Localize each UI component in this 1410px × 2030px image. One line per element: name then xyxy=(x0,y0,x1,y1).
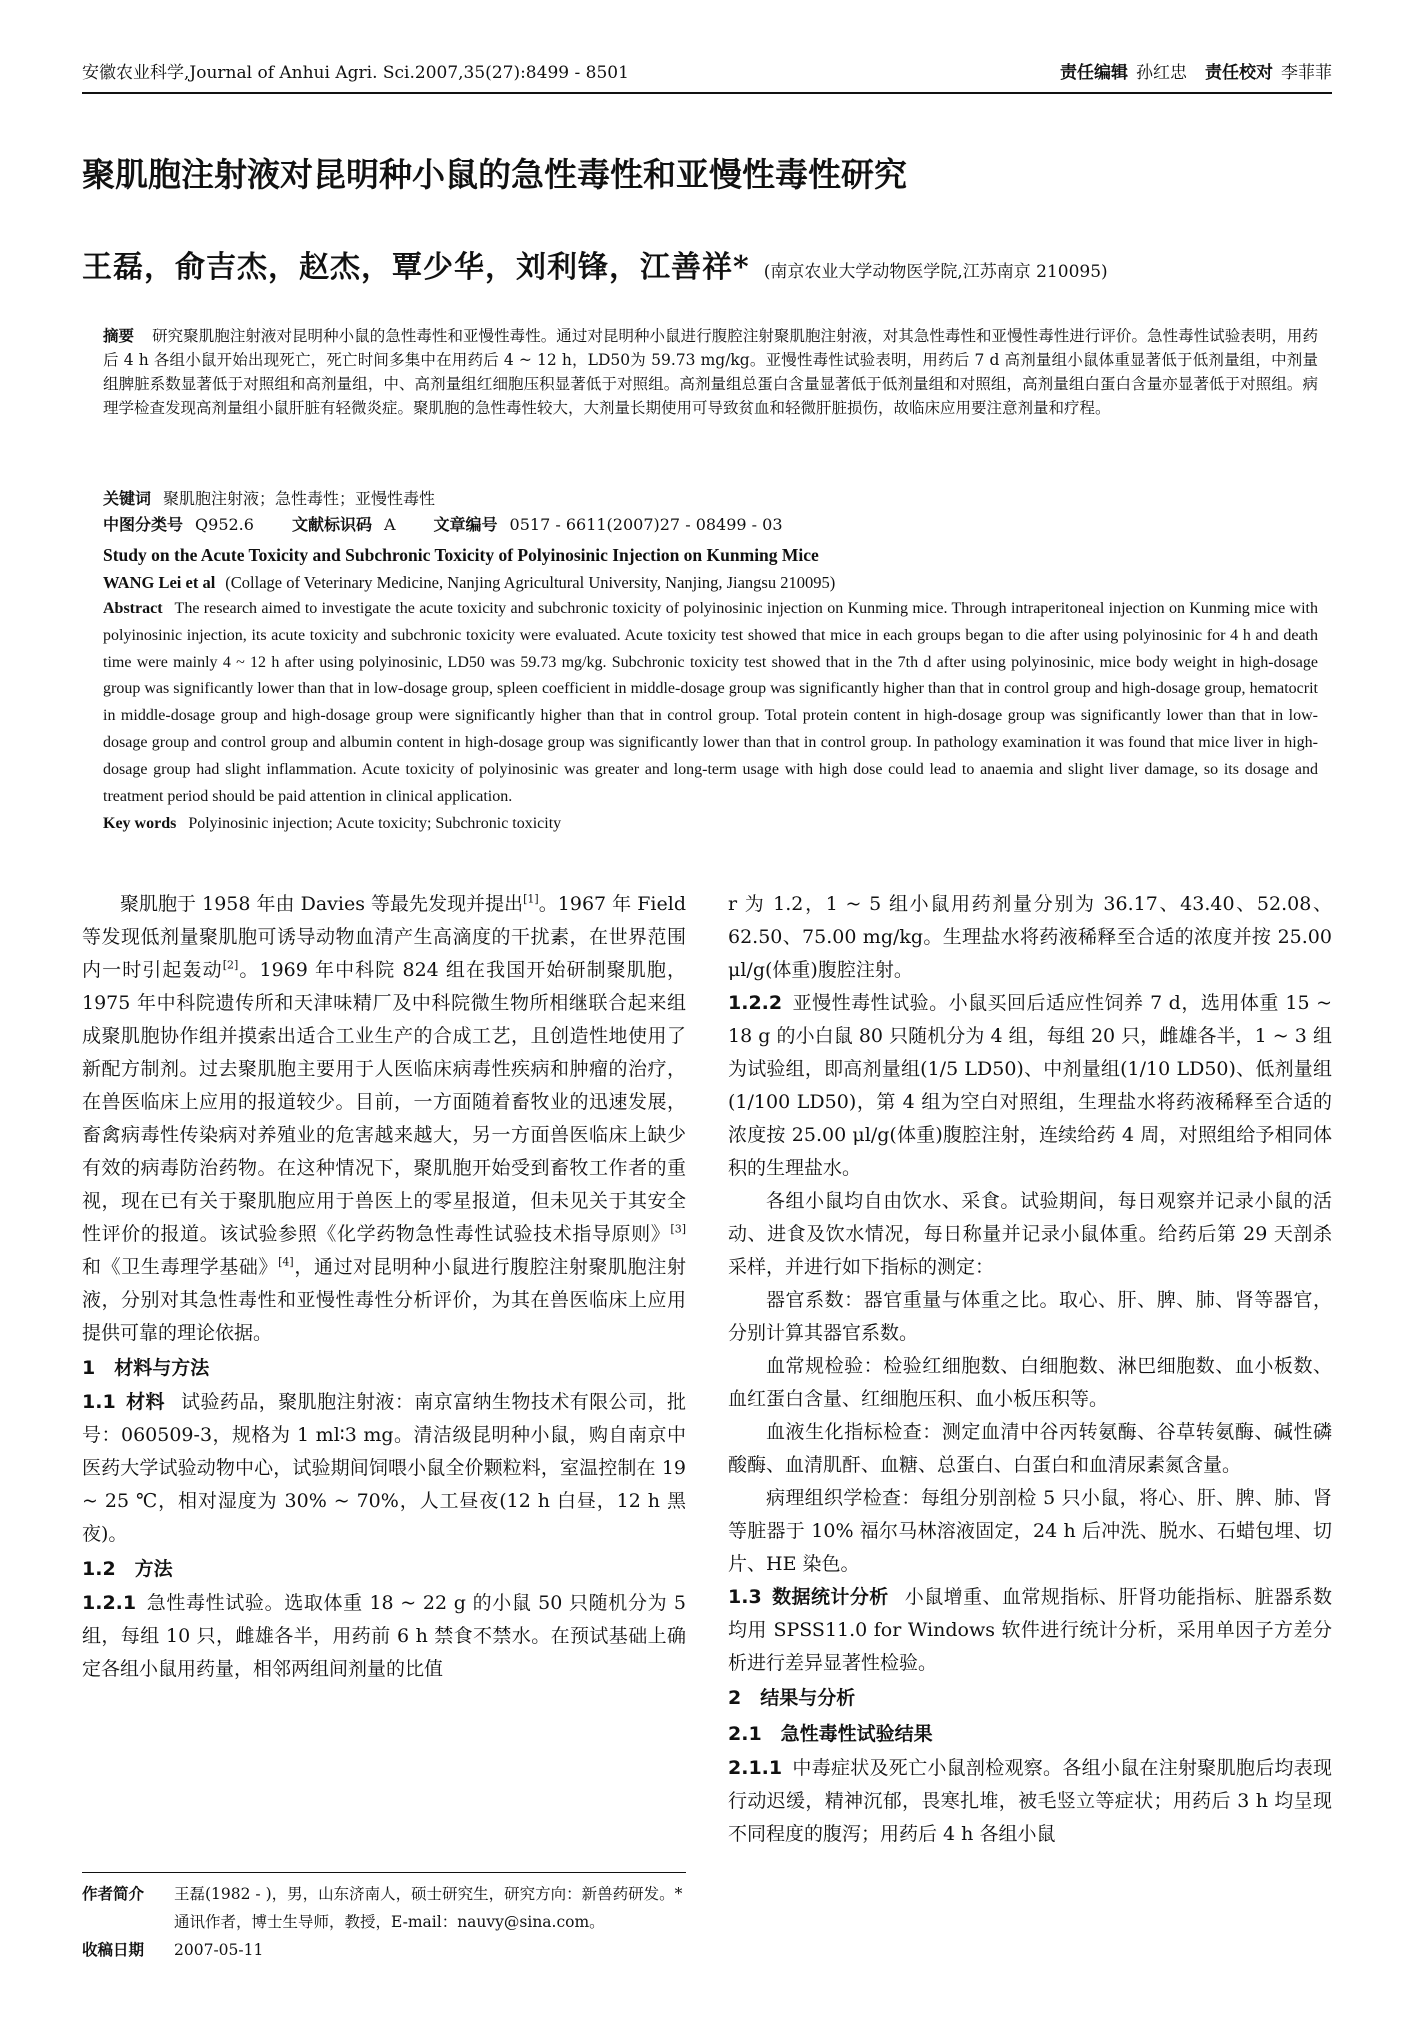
footnote xyxy=(82,1880,686,1964)
proof-name: 李菲菲 xyxy=(1281,63,1332,83)
observation-paragraph: 各组小鼠均自由饮水、采食。试验期间，每日观察并记录小鼠的活动、进食及饮水情况，每日称量并记录小鼠体重。给药后第 29 天剖杀采样，并进行如下指标的测定： xyxy=(728,1190,1332,1278)
editor-label: 责任编辑 xyxy=(1060,63,1128,83)
author-names: 王磊，俞吉杰，赵杰，覃少华，刘利锋，江善祥* xyxy=(82,250,750,285)
proof-label: 责任校对 xyxy=(1205,63,1273,83)
doc-code-label: 文献标识码 xyxy=(291,515,372,534)
section-1-2-2: 1.2.2 亚慢性毒性试验。小鼠买回后适应性饲养 7 d，选用体重 15 ~ 18 g 的小白鼠 80 只随机分为 4 组，每组 20 只，雌雄各半，1 ~ 3 组为试验组，即高剂量组(1/5 LD50)、中剂量组(1/10 LD50)、低剂量组(1/100 LD50)，第 4 组为空白对照组，生理盐水将药液稀释至合适的浓度按 25.00 μl/g(体重)腹腔注射，连续给药 4 周，对照组给予相同体积的生理盐水。 xyxy=(728,992,1332,1179)
header-rule xyxy=(82,92,1332,94)
biochemistry-paragraph: 血液生化指标检查：测定血清中谷丙转氨酶、谷草转氨酶、碱性磷酸酶、血清肌酐、血糖、总蛋白、白蛋白和血清尿素氮含量。 xyxy=(728,1421,1332,1476)
english-author: WANG Lei et al xyxy=(103,573,216,592)
doc-code-value: A xyxy=(383,515,396,534)
english-affiliation: (Collage of Veterinary Medicine, Nanjing Agricultural University, Nanjing, Jiangsu 210095) xyxy=(225,573,836,592)
dose-paragraph: r 为 1.2，1 ~ 5 组小鼠用药剂量分别为 36.17、43.40、52.08、62.50、75.00 mg/kg。生理盐水将药液稀释至合适的浓度并按 25.00 μl/g(体重)腹腔注射。 xyxy=(728,893,1332,981)
intro-paragraph: 聚肌胞于 1958 年由 Davies 等最先发现并提出[1]。1967 年 Field 等发现低剂量聚肌胞可诱导动物血清产生高滴度的干扰素，在世界范围内一时引起轰动[2]。1969 年中科院 824 组在我国开始研制聚肌胞，1975 年中科院遗传所和天津味精厂及中科院微生物所相继联合起来组成聚肌胞协作组并摸索出适合工业生产的合成工艺，且创造性地使用了新配方制剂。过去聚肌胞主要用于人医临床病毒性疾病和肿瘤的治疗，在兽医临床上应用的报道较少。目前，一方面随着畜牧业的迅速发展，畜禽病毒性传染病对养殖业的危害越来越大，另一方面兽医临床上缺少有效的病毒防治药物。在这种情况下，聚肌胞开始受到畜牧工作者的重视，现在已有关于聚肌胞应用于兽医上的零星报道，但未见关于其安全性评价的报道。该试验参照《化学药物急性毒性试验技术指导原则》[3]和《卫生毒理学基础》[4]，通过对昆明种小鼠进行腹腔注射聚肌胞注射液，分别对其急性毒性和亚慢性毒性分析评价，为其在兽医临床上应用提供可靠的理论依据。 xyxy=(82,892,686,1344)
section-2-heading: 2 结果与分析 xyxy=(728,1687,856,1709)
bio-label: 作者简介 xyxy=(82,1885,145,1903)
pathology-paragraph: 病理组织学检查：每组分别剖检 5 只小鼠，将心、肝、脾、肺、肾等脏器于 10% 福尔马林溶液固定，24 h 后冲洗、脱水、石蜡包埋、切片、HE 染色。 xyxy=(728,1487,1332,1575)
english-abstract xyxy=(103,596,1318,810)
section-1-heading: 1 材料与方法 xyxy=(82,1357,210,1379)
editor-name: 孙红忠 xyxy=(1136,63,1187,83)
date-value: 2007-05-11 xyxy=(174,1941,264,1959)
section-2-1-heading: 2.1 急性毒性试验结果 xyxy=(728,1723,933,1745)
section-1-1: 1.1 材料 试验药品，聚肌胞注射液：南京富纳生物技术有限公司，批号：060509-3，规格为 1 ml∶3 mg。清洁级昆明种小鼠，购自南京中医药大学试验动物中心，试验期间饲喂小鼠全价颗粒料，室温控制在 19 ~ 25 ℃，相对湿度为 30% ~ 70%，人工昼夜(12 h 白昼，12 h 黑夜)。 xyxy=(82,1391,686,1545)
section-1-3: 1.3 数据统计分析 小鼠增重、血常规指标、肝肾功能指标、脏器系数均用 SPSS11.0 for Windows 软件进行统计分析，采用单因子方差分析进行差异显著性检验。 xyxy=(728,1586,1332,1674)
body-column-left xyxy=(82,888,686,1686)
citation-3[interactable]: [3] xyxy=(670,1222,686,1236)
author-affiliation: (南京农业大学动物医学院,江苏南京 210095) xyxy=(763,262,1108,282)
abstract-label: 摘要 xyxy=(103,327,135,345)
author-bio xyxy=(82,1880,686,1936)
section-1-2-heading: 1.2 方法 xyxy=(82,1558,173,1580)
journal-citation: 安徽农业科学,Journal of Anhui Agri. Sci.2007,35(27):8499 - 8501 xyxy=(82,63,629,83)
article-number-label: 文章编号 xyxy=(433,515,498,534)
organ-coefficient-paragraph: 器官系数：器官重量与体重之比。取心、肝、脾、肺、肾等器官，分别计算其器官系数。 xyxy=(728,1289,1332,1344)
citation-1[interactable]: [1] xyxy=(523,892,539,906)
clc-label: 中图分类号 xyxy=(103,515,184,534)
received-date xyxy=(82,1936,686,1964)
english-abstract-text: The research aimed to investigate the acute toxicity and subchronic toxicity of polyinosinic injection on Kunming mice. Through intraperitoneal injection on Kunming mice with polyinosinic injection, its acute toxicity and subchronic toxicity were evaluated. Acute toxicity test showed that mice in each groups began to die after using polyinosinic for 4 h and death time were mainly 4 ~ 12 h after using polyinosinic, LD50 was 59.73 mg/kg. Subchronic toxicity test showed that in the 7th d after using polyinosinic, mice body weight in high-dosage group was significantly lower than that in low-dosage group, spleen coefficient in middle-dosage group was significantly higher than that in control group and high-dosage group, hematocrit in middle-dosage group and high-dosage group were significantly higher than that in control group. Total protein content in high-dosage group was significantly lower than that in low-dosage group and control group and albumin content in high-dosage group was significantly lower than that in control group. In pathology examination it was found that mice liver in high-dosage group had slight inflammation. Acute toxicity of polyinosinic was greater and long-term usage with high dose could lead to anaemia and slight liver damage, so its dosage and treatment period should be paid attention in clinical application. xyxy=(103,600,1318,805)
english-abstract-block xyxy=(103,542,1318,837)
english-keywords-label: Key words xyxy=(103,815,177,833)
editor-credits xyxy=(1060,56,1332,90)
bio-text: 王磊(1982 - )，男，山东济南人，硕士研究生，研究方向：新兽药研发。*通讯作者，博士生导师，教授，E-mail：nauvy@sina.com。 xyxy=(174,1885,683,1931)
english-keywords xyxy=(103,810,1318,837)
classification-line xyxy=(103,512,1318,538)
running-header xyxy=(82,56,1332,90)
section-1-2-1: 1.2.1 急性毒性试验。选取体重 18 ~ 22 g 的小鼠 50 只随机分为 5 组，每组 10 只，雌雄各半，用药前 6 h 禁食不禁水。在预试基础上确定各组小鼠用药量，相邻两组间剂量的比值 xyxy=(82,1592,686,1680)
keywords-and-classification xyxy=(103,486,1318,538)
article-number-value: 0517 - 6611(2007)27 - 08499 - 03 xyxy=(509,515,783,534)
date-label: 收稿日期 xyxy=(82,1941,145,1959)
clc-value: Q952.6 xyxy=(195,515,254,534)
english-keywords-text: Polyinosinic injection; Acute toxicity; Subchronic toxicity xyxy=(188,815,562,833)
citation-2[interactable]: [2] xyxy=(222,958,239,972)
keywords-label: 关键词 xyxy=(103,489,152,508)
keywords-text: 聚肌胞注射液；急性毒性；亚慢性毒性 xyxy=(163,489,436,508)
english-title: Study on the Acute Toxicity and Subchronic Toxicity of Polyinosinic Injection on Kunming Mice xyxy=(103,545,819,565)
author-line xyxy=(82,242,1332,294)
abstract-chinese xyxy=(103,324,1318,420)
footnote-rule xyxy=(82,1872,686,1873)
paper-title: 聚肌胞注射液对昆明种小鼠的急性毒性和亚慢性毒性研究 xyxy=(82,155,907,194)
english-author-line xyxy=(103,569,1318,596)
keywords-chinese xyxy=(103,486,1318,512)
blood-routine-paragraph: 血常规检验：检验红细胞数、白细胞数、淋巴细胞数、血小板数、血红蛋白含量、红细胞压积、血小板压积等。 xyxy=(728,1355,1332,1410)
section-2-1-1: 2.1.1 中毒症状及死亡小鼠剖检观察。各组小鼠在注射聚肌胞后均表现行动迟缓，精神沉郁，畏寒扎堆，被毛竖立等症状；用药后 3 h 均呈现不同程度的腹泻；用药后 4 h 各组小鼠 xyxy=(728,1757,1332,1845)
english-abstract-label: Abstract xyxy=(103,600,163,617)
citation-4[interactable]: [4] xyxy=(278,1255,294,1269)
abstract-text: 研究聚肌胞注射液对昆明种小鼠的急性毒性和亚慢性毒性。通过对昆明种小鼠进行腹腔注射聚肌胞注射液，对其急性毒性和亚慢性毒性进行评价。急性毒性试验表明，用药后 4 h 各组小鼠开始出现死亡，死亡时间多集中在用药后 4 ~ 12 h，LD50为 59.73 mg/kg。亚慢性毒性试验表明，用药后 7 d 高剂量组小鼠体重显著低于低剂量组，中剂量组脾脏系数显著低于对照组和高剂量组，中、高剂量组红细胞压积显著低于对照组。高剂量组总蛋白含量显著低于低剂量组和对照组，高剂量组白蛋白含量亦显著低于对照组。病理学检查发现高剂量组小鼠肝脏有轻微炎症。聚肌胞的急性毒性较大，大剂量长期使用可导致贫血和轻微肝脏损伤，故临床应用要注意剂量和疗程。 xyxy=(103,327,1318,417)
body-column-right xyxy=(728,888,1332,1851)
